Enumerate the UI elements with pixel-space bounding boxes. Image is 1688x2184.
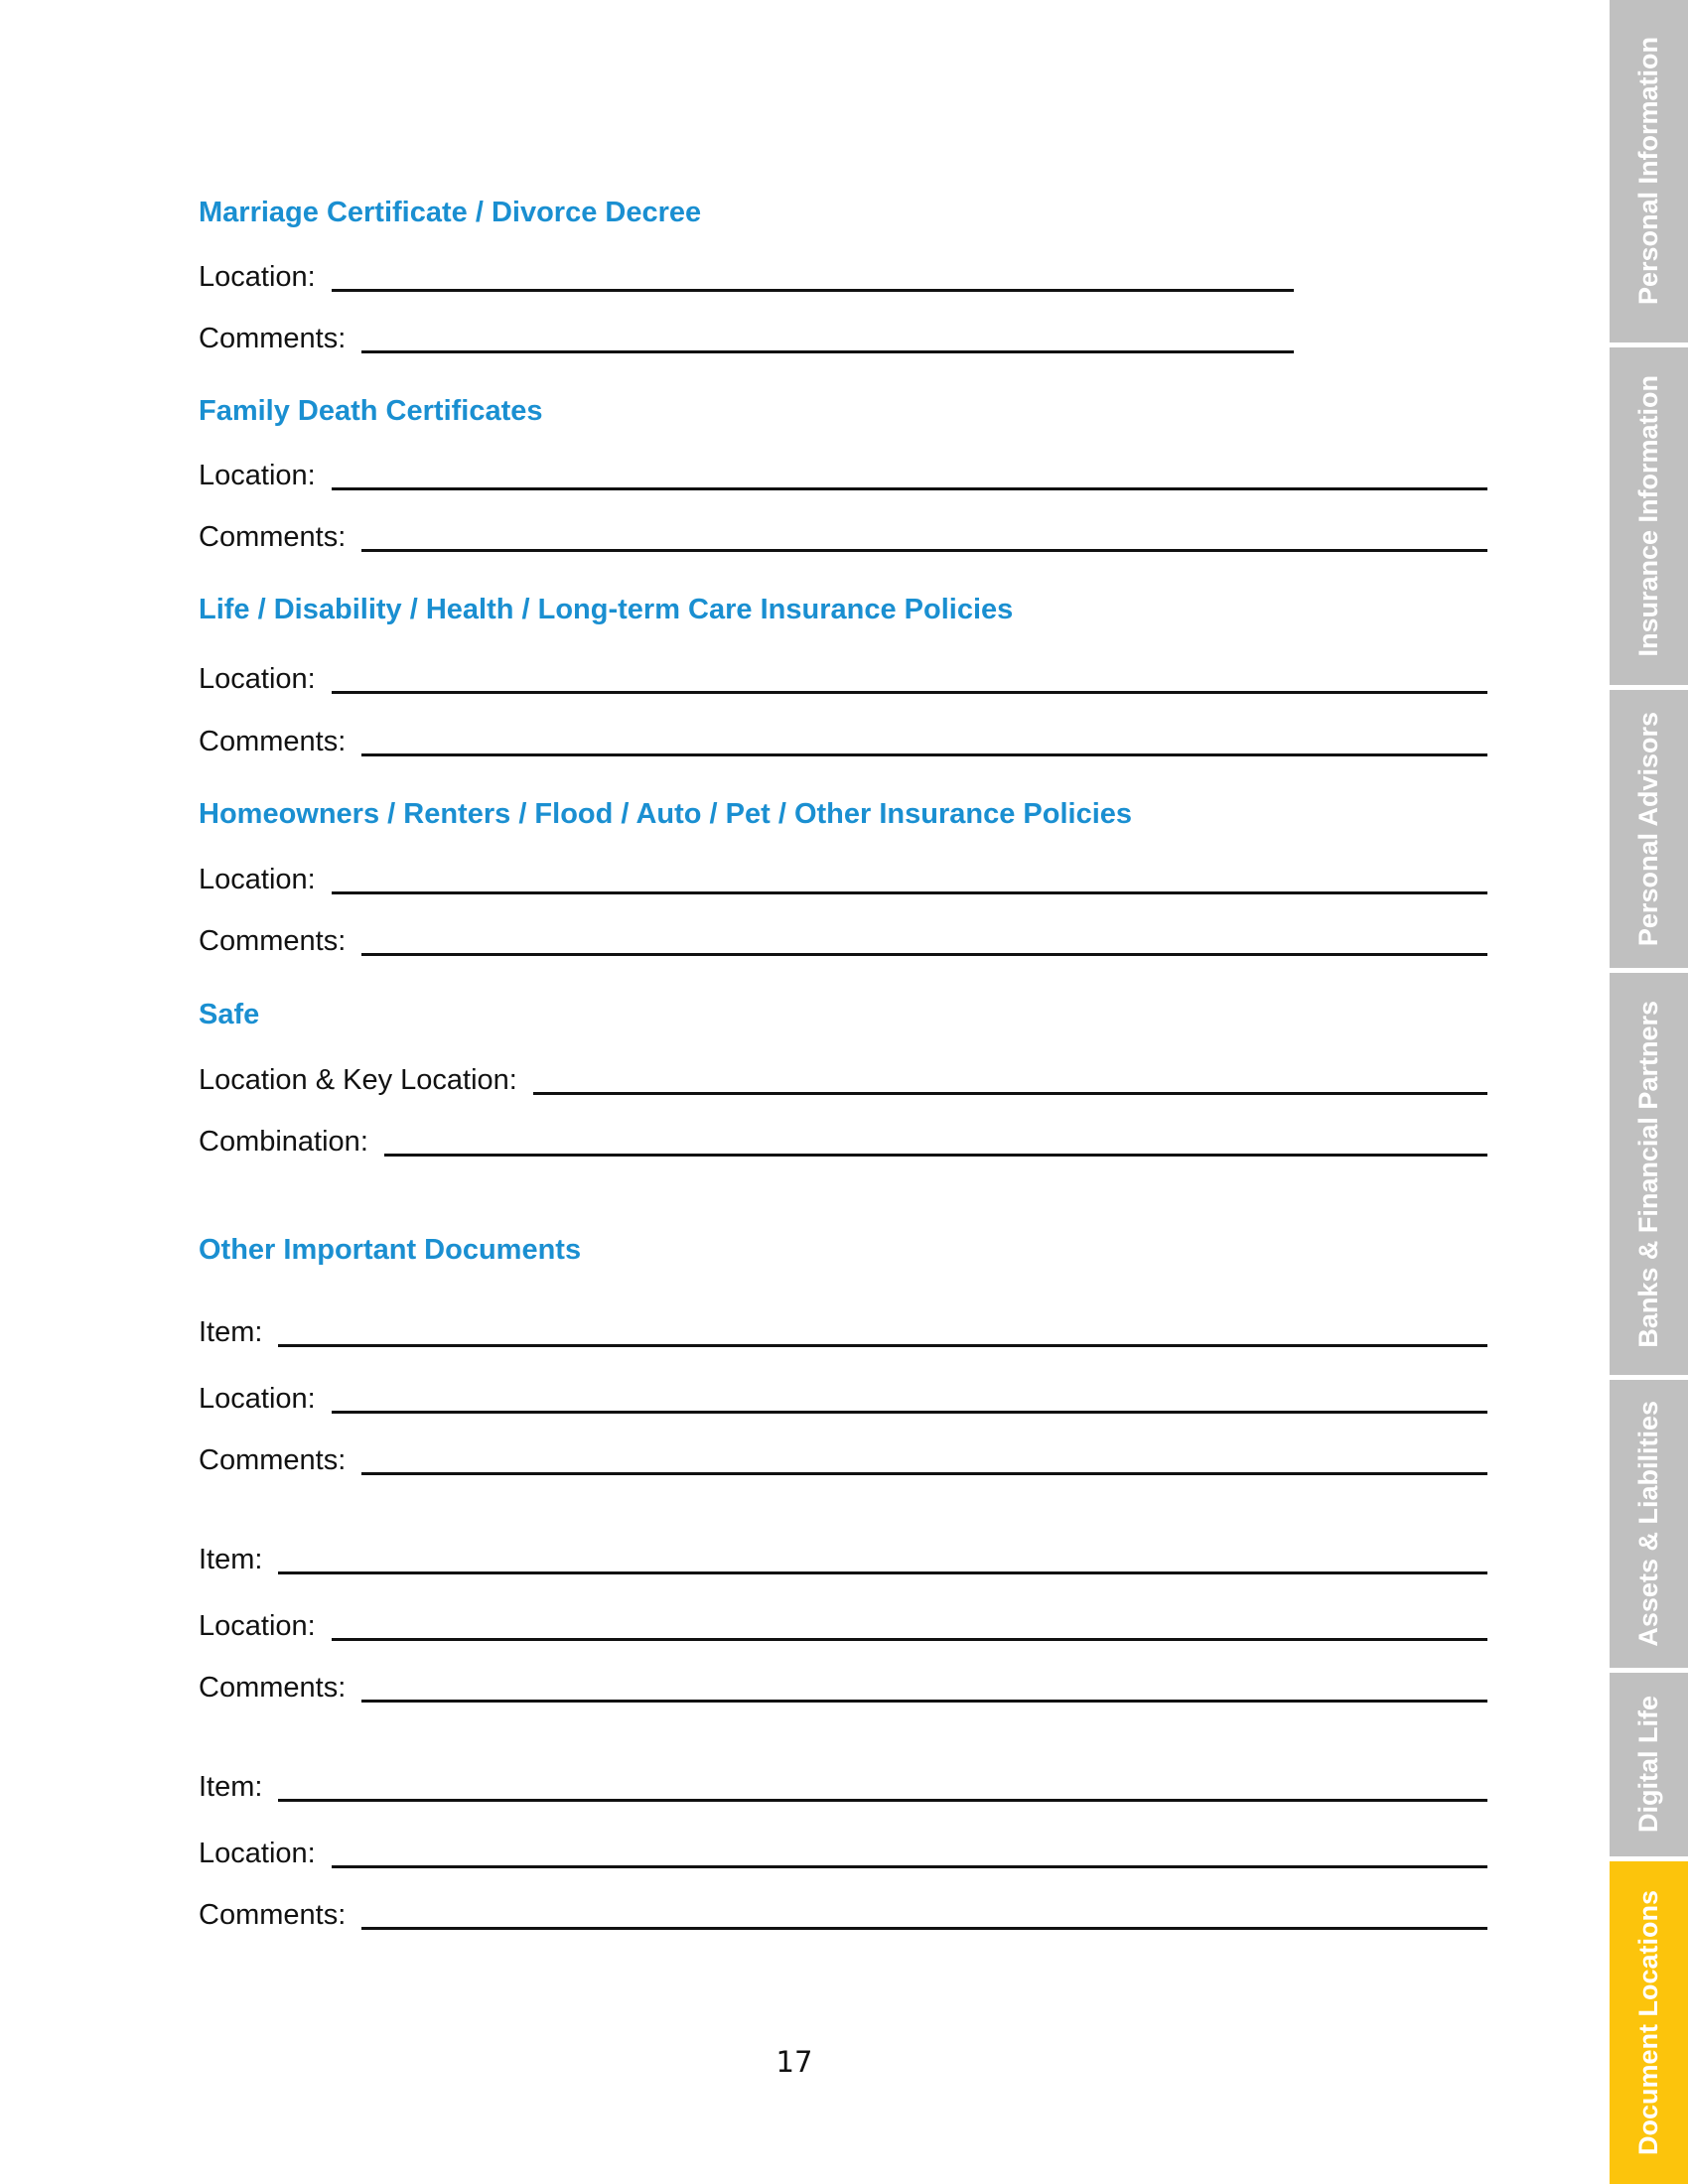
tab-label: Insurance Information xyxy=(1633,375,1663,657)
section-heading-other-documents: Other Important Documents xyxy=(199,1234,582,1266)
document-3-comments-input[interactable] xyxy=(361,1907,1487,1930)
document-2-comments-field xyxy=(199,1665,1487,1705)
safe-combination-input[interactable] xyxy=(384,1134,1487,1157)
property-insurance-comments-field xyxy=(199,918,1487,958)
field-label: Location: xyxy=(199,460,316,491)
field-label: Comments: xyxy=(199,1444,347,1476)
tab-label: Personal Information xyxy=(1633,37,1663,306)
tab-label: Personal Advisors xyxy=(1633,711,1663,947)
tab-insurance-information[interactable] xyxy=(1610,347,1688,690)
tab-label: Digital Life xyxy=(1633,1696,1663,1834)
death-certificates-comments-field xyxy=(199,514,1487,554)
field-label: Comments: xyxy=(199,323,347,354)
document-3-item-field xyxy=(199,1764,1487,1804)
document-1-item-input[interactable] xyxy=(278,1324,1487,1347)
document-2-item-field xyxy=(199,1537,1487,1576)
property-insurance-comments-input[interactable] xyxy=(361,933,1487,956)
field-label: Comments: xyxy=(199,1672,347,1704)
section-heading-life-health-insurance: Life / Disability / Health / Long-term Care Insurance Policies xyxy=(199,594,1014,625)
tab-personal-advisors[interactable] xyxy=(1610,690,1688,973)
side-tab-navigation xyxy=(1610,0,1688,2184)
life-insurance-location-field xyxy=(199,656,1487,696)
document-3-location-field xyxy=(199,1831,1487,1870)
document-1-comments-field xyxy=(199,1437,1487,1477)
field-label: Comments: xyxy=(199,726,347,757)
page-number: 17 xyxy=(775,2045,813,2079)
field-label: Item: xyxy=(199,1316,263,1348)
document-1-item-field xyxy=(199,1309,1487,1349)
document-2-location-field xyxy=(199,1603,1487,1643)
marriage-comments-input[interactable] xyxy=(361,331,1294,353)
field-label: Location: xyxy=(199,1610,316,1642)
property-insurance-location-input[interactable] xyxy=(332,872,1487,894)
field-label: Comments: xyxy=(199,521,347,553)
property-insurance-location-field xyxy=(199,857,1487,896)
safe-location-input[interactable] xyxy=(533,1072,1487,1095)
field-label: Location & Key Location: xyxy=(199,1064,517,1096)
field-label: Item: xyxy=(199,1771,263,1803)
field-label: Comments: xyxy=(199,925,347,957)
tab-personal-information[interactable] xyxy=(1610,0,1688,347)
section-heading-property-insurance: Homeowners / Renters / Flood / Auto / Pet / Other Insurance Policies xyxy=(199,798,1133,830)
section-heading-marriage-certificate: Marriage Certificate / Divorce Decree xyxy=(199,197,702,228)
section-heading-family-death-certificates: Family Death Certificates xyxy=(199,395,543,427)
tab-label: Document Locations xyxy=(1633,1889,1663,2156)
death-certificates-location-field xyxy=(199,453,1487,492)
field-label: Location: xyxy=(199,261,316,293)
field-label: Item: xyxy=(199,1544,263,1575)
tab-label: Banks & Financial Partners xyxy=(1633,1000,1663,1348)
safe-combination-field xyxy=(199,1119,1487,1159)
field-label: Comments: xyxy=(199,1899,347,1931)
document-1-comments-input[interactable] xyxy=(361,1452,1487,1475)
field-label: Location: xyxy=(199,864,316,895)
tab-digital-life[interactable] xyxy=(1610,1673,1688,1861)
life-insurance-comments-field xyxy=(199,719,1487,758)
tab-assets-liabilities[interactable] xyxy=(1610,1380,1688,1673)
life-insurance-comments-input[interactable] xyxy=(361,734,1487,756)
section-heading-safe: Safe xyxy=(199,999,260,1030)
marriage-comments-field xyxy=(199,316,1294,355)
safe-location-field xyxy=(199,1057,1487,1097)
death-certificates-comments-input[interactable] xyxy=(361,529,1487,552)
tab-banks-financial-partners[interactable] xyxy=(1610,973,1688,1380)
field-label: Location: xyxy=(199,1383,316,1415)
document-3-location-input[interactable] xyxy=(332,1845,1487,1868)
document-1-location-field xyxy=(199,1376,1487,1416)
document-2-location-input[interactable] xyxy=(332,1618,1487,1641)
tab-label: Assets & Liabilities xyxy=(1633,1401,1663,1647)
document-3-item-input[interactable] xyxy=(278,1779,1487,1802)
marriage-location-input[interactable] xyxy=(332,269,1294,292)
field-label: Location: xyxy=(199,1838,316,1869)
death-certificates-location-input[interactable] xyxy=(332,468,1487,490)
field-label: Location: xyxy=(199,663,316,695)
field-label: Combination: xyxy=(199,1126,368,1158)
document-3-comments-field xyxy=(199,1892,1487,1932)
document-2-comments-input[interactable] xyxy=(361,1680,1487,1703)
document-1-location-input[interactable] xyxy=(332,1391,1487,1414)
document-2-item-input[interactable] xyxy=(278,1552,1487,1574)
life-insurance-location-input[interactable] xyxy=(332,671,1487,694)
marriage-location-field xyxy=(199,254,1294,294)
tab-document-locations[interactable] xyxy=(1610,1861,1688,2184)
